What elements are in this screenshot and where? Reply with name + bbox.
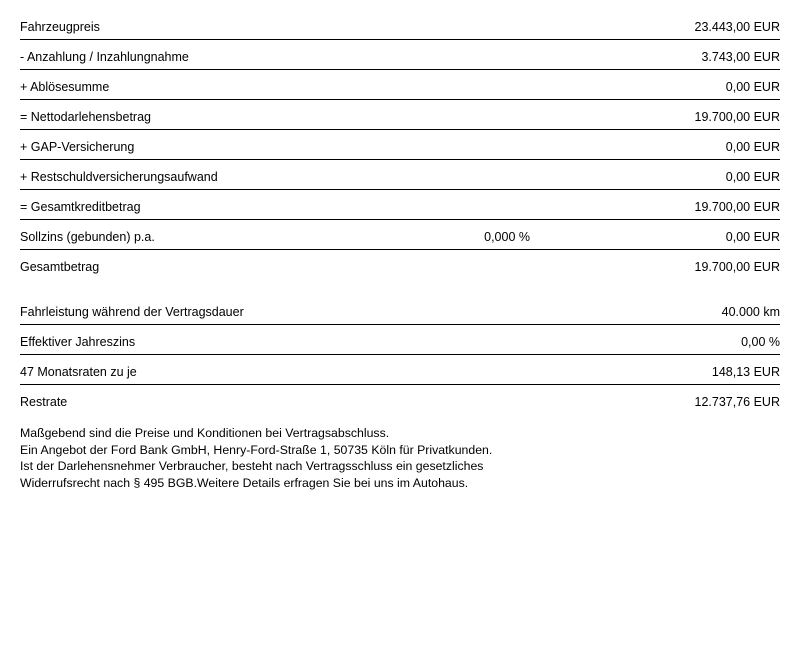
section-divider bbox=[20, 280, 780, 295]
row-middle-value: 0,000 % bbox=[484, 230, 530, 244]
table-row bbox=[20, 40, 780, 70]
row-middle-value bbox=[470, 274, 620, 279]
row-amount: 12.737,76 EUR bbox=[694, 395, 780, 409]
row-middle-value bbox=[470, 94, 620, 99]
row-amount: 3.743,00 EUR bbox=[701, 50, 780, 64]
table-row bbox=[20, 160, 780, 190]
legal-note-line: Ein Angebot der Ford Bank GmbH, Henry-Ford-Straße 1, 50735 Köln für Privatkunden. bbox=[20, 442, 493, 457]
row-middle-value bbox=[470, 214, 620, 219]
legal-note-line: Ist der Darlehensnehmer Verbraucher, besteht nach Vertragsschluss ein gesetzliches bbox=[20, 459, 484, 473]
table-row bbox=[20, 250, 780, 280]
row-amount: 0,00 % bbox=[741, 335, 780, 349]
row-amount: 19.700,00 EUR bbox=[694, 200, 780, 214]
table-row bbox=[20, 10, 780, 40]
row-label: 47 Monatsraten zu je bbox=[20, 365, 137, 379]
financing-breakdown-table bbox=[20, 10, 780, 280]
row-middle-value bbox=[470, 409, 620, 414]
row-middle-value bbox=[470, 319, 620, 324]
row-amount: 19.700,00 EUR bbox=[694, 110, 780, 124]
table-row bbox=[20, 100, 780, 130]
row-label: - Anzahlung / Inzahlungnahme bbox=[20, 50, 189, 64]
row-middle-value bbox=[470, 34, 620, 39]
row-amount: 0,00 EUR bbox=[725, 170, 780, 184]
row-label: + Restschuldversicherungsaufwand bbox=[20, 170, 218, 184]
row-label: = Nettodarlehensbetrag bbox=[20, 110, 151, 124]
legal-notes bbox=[20, 425, 780, 491]
row-amount: 23.443,00 EUR bbox=[694, 20, 780, 34]
contract-terms-table bbox=[20, 295, 780, 415]
row-middle-value bbox=[470, 379, 620, 384]
financing-summary-document bbox=[0, 10, 800, 655]
row-label: + Ablösesumme bbox=[20, 80, 110, 94]
table-row bbox=[20, 385, 780, 415]
row-amount: 0,00 EUR bbox=[725, 80, 780, 94]
row-label: Fahrleistung während der Vertragsdauer bbox=[20, 305, 244, 319]
table-row bbox=[20, 70, 780, 100]
row-amount: 0,00 EUR bbox=[725, 140, 780, 154]
row-label: Restrate bbox=[20, 395, 68, 409]
row-label: Effektiver Jahreszins bbox=[20, 335, 136, 349]
row-label: Gesamtbetrag bbox=[20, 260, 100, 274]
row-middle-value bbox=[470, 124, 620, 129]
table-row bbox=[20, 130, 780, 160]
row-middle-value bbox=[470, 184, 620, 189]
row-middle-value bbox=[470, 154, 620, 159]
row-middle-value bbox=[470, 349, 620, 354]
row-middle-value bbox=[470, 64, 620, 69]
table-row bbox=[20, 355, 780, 385]
table-row bbox=[20, 295, 780, 325]
legal-note-line: Widerrufsrecht nach § 495 BGB.Weitere Details erfragen Sie bei uns im Autohaus. bbox=[20, 475, 469, 490]
legal-note-line: Maßgebend sind die Preise und Konditionen bei Vertragsabschluss. bbox=[20, 426, 390, 440]
row-label: + GAP-Versicherung bbox=[20, 140, 135, 154]
row-label: Sollzins (gebunden) p.a. bbox=[20, 230, 155, 244]
row-label: = Gesamtkreditbetrag bbox=[20, 200, 141, 214]
table-row bbox=[20, 190, 780, 220]
table-row bbox=[20, 220, 780, 250]
row-amount: 0,00 EUR bbox=[725, 230, 780, 244]
row-amount: 40.000 km bbox=[721, 305, 780, 319]
row-amount: 19.700,00 EUR bbox=[694, 260, 780, 274]
row-amount: 148,13 EUR bbox=[711, 365, 780, 379]
table-row bbox=[20, 325, 780, 355]
row-label: Fahrzeugpreis bbox=[20, 20, 100, 34]
